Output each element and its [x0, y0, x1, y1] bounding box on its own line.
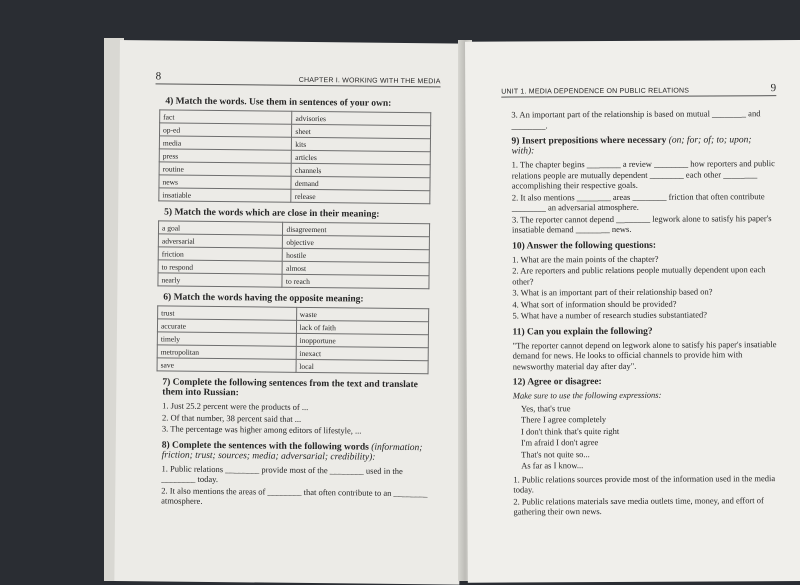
list-item: 5. What have a number of research studies substantiated?	[512, 309, 708, 321]
exercise-8-heading	[162, 440, 437, 463]
table-cell-right: to reach	[282, 274, 429, 289]
expression-item: I don't think that's quite right	[521, 425, 620, 436]
list-item: 3. The percentage was higher among editors of lifestyle, ...	[161, 423, 362, 436]
exercise-12-list	[503, 473, 778, 517]
table-cell-right: lack of faith	[296, 320, 428, 334]
left-page-number: 8	[155, 70, 162, 83]
exercise-8-continued: 3. An important part of the relationship is based on mutual ________ and ________.	[511, 108, 761, 131]
expression-item: That's not quite so...	[521, 448, 590, 459]
table-cell-right: channels	[291, 163, 430, 177]
table-cell-right: local	[296, 359, 428, 373]
list-item: 3. The reporter cannot depend ________ legwork alone to satisfy his paper's insatiable demand ________ news.	[511, 212, 772, 235]
exercise-12-instruction: Make sure to use the following expressions:	[512, 389, 662, 401]
table-cell-right: demand	[291, 176, 430, 190]
table-cell-left: trust	[158, 306, 297, 320]
left-chapter-title: CHAPTER I. WORKING WITH THE MEDIA	[298, 76, 441, 86]
table-cell-right: advisories	[292, 111, 431, 125]
exercise-11-heading: 11) Can you explain the following?	[512, 326, 653, 338]
table-cell-left: op-ed	[159, 123, 292, 137]
exercise-11-quote: "The reporter cannot depend on legwork alone to satisfy his paper's insatiable demand for news. He looks to official channels to provide him with newsworthy material day after day".	[512, 338, 777, 372]
table-cell-left: timely	[157, 332, 296, 346]
right-page-number: 9	[770, 82, 777, 95]
list-item: 2. It also mentions ________ areas ________ friction that often contribute ________ an adversarial atmosphere.	[511, 190, 765, 213]
table-cell-right: hostile	[283, 248, 430, 263]
exercise-8-title: 8) Complete the sentences with the following words	[161, 439, 369, 453]
table-cell-left: accurate	[157, 319, 296, 333]
table-cell-left: media	[159, 136, 292, 150]
list-item: 2. Are reporters and public relations people mutually dependent upon each other?	[512, 264, 766, 287]
table-cell-left: a goal	[158, 221, 283, 235]
exercise-8-list	[151, 463, 436, 509]
right-running-head	[501, 82, 776, 97]
table-cell-right: objective	[283, 235, 430, 250]
exercise-4-heading: 4) Match the words. Use them in sentences of your own:	[165, 96, 392, 109]
list-item: 1. Public relations ________ provide most of the ________ used in the ________ today.	[161, 462, 403, 485]
exercise-4-table	[158, 109, 431, 204]
expression-item: Yes, that's true	[520, 402, 571, 413]
table-row	[159, 188, 430, 204]
exercise-8-words: (information; friction; trust; sources; media; adversarial; credibility):	[161, 442, 423, 463]
expression-item: As far as I know...	[521, 460, 584, 471]
table-cell-left: metropolitan	[157, 345, 296, 359]
list-item: 1. What are the main points of the chapter?	[512, 253, 659, 265]
list-item: 2. Public relations materials save media outlets time, money, and effort of gathering their own news.	[513, 494, 764, 517]
exercise-10-heading: 10) Answer the following questions:	[512, 240, 657, 252]
table-cell-right: waste	[296, 307, 428, 321]
right-page	[465, 40, 800, 583]
list-item: 2. It also mentions the areas of ________ that often contribute to an ________ atmosphere.	[161, 484, 428, 506]
exercise-7-list	[152, 400, 437, 436]
table-cell-left: fact	[160, 110, 293, 124]
expression-item: I'm afraid I don't agree	[521, 437, 599, 448]
exercise-9-words: (on; for; of; to; upon; with):	[511, 135, 752, 157]
exercise-9-title: 9) Insert prepositions where necessary	[511, 135, 667, 147]
table-cell-left: routine	[159, 162, 292, 176]
list-item: 3. What is an important part of their relationship based on?	[512, 286, 713, 298]
table-cell-right: sheet	[292, 124, 431, 138]
left-running-head	[156, 70, 441, 87]
table-cell-left: insatiable	[159, 188, 292, 202]
list-item: 2. Of that number, 38 percent said that ...	[162, 411, 302, 424]
exercise-5-heading: 5) Match the words which are close in their meaning:	[164, 207, 380, 220]
list-item: 4. What sort of information should be provided?	[512, 298, 677, 310]
list-item: 1. The chapter begins ________ a review ________ how reporters and public relations people are mutually dependent ________ each other ________ accomplishing their respective goals.	[511, 158, 775, 191]
table-cell-right: disagreement	[283, 222, 430, 237]
table-cell-left: news	[159, 175, 292, 189]
left-page	[114, 40, 465, 585]
table-cell-left: adversarial	[158, 234, 283, 248]
list-item: 1. Just 25.2 percent were the products of ...	[162, 400, 309, 412]
table-cell-left: press	[159, 149, 292, 163]
expressions-list	[521, 402, 778, 471]
table-cell-left: nearly	[158, 273, 283, 287]
list-item: 1. Public relations sources provide most of the information used in the media today.	[513, 472, 776, 495]
expression-item: There I agree completely	[520, 414, 607, 425]
table-cell-left: save	[157, 358, 296, 372]
table-cell-right: articles	[292, 150, 431, 164]
table-cell-right: inopportune	[296, 333, 428, 347]
exercise-10-list	[502, 253, 777, 321]
table-cell-right: almost	[283, 261, 430, 276]
exercise-7-heading: 7) Complete the following sentences from the text and translate them into Russian:	[162, 377, 418, 399]
exercise-9-list	[502, 158, 777, 235]
table-row	[158, 273, 429, 289]
table-cell-right: release	[291, 189, 430, 203]
exercise-6-table	[157, 305, 430, 374]
exercise-12-heading: 12) Agree or disagree:	[512, 377, 602, 388]
right-unit-title: UNIT 1. MEDIA DEPENDENCE ON PUBLIC RELATIONS	[501, 87, 690, 96]
exercise-9-heading	[512, 135, 777, 156]
exercise-5-table	[157, 220, 430, 289]
table-cell-left: to respond	[158, 260, 283, 274]
table-cell-left: friction	[158, 247, 283, 261]
table-cell-right: inexact	[296, 346, 428, 360]
table-cell-right: kits	[292, 137, 431, 151]
table-row	[157, 358, 428, 374]
exercise-6-heading: 6) Match the words having the opposite meaning:	[163, 292, 364, 305]
